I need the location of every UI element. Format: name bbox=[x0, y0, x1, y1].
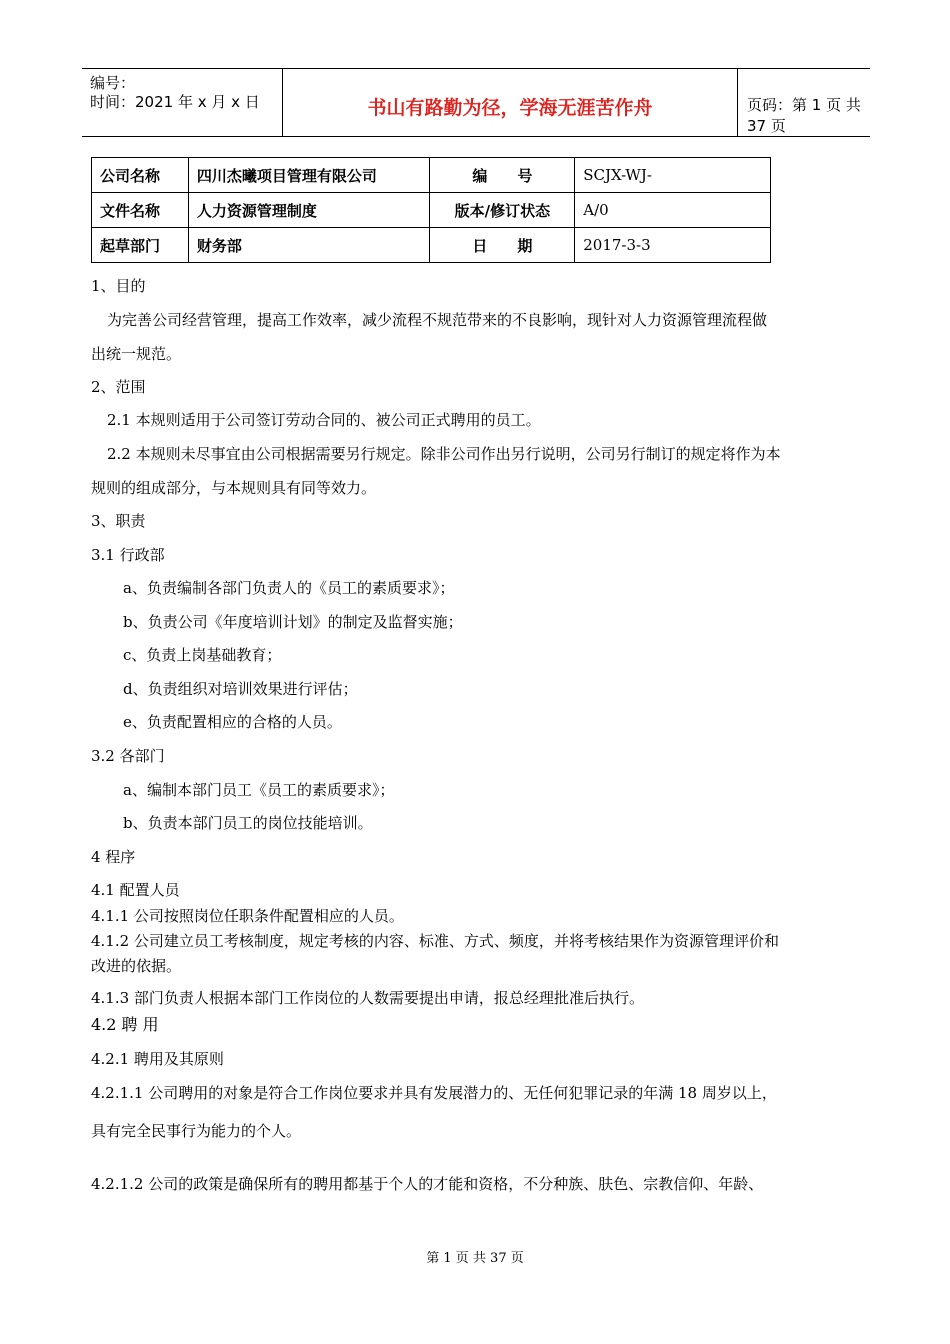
subsection-heading: 4.2.1 聘用及其原则 bbox=[91, 1050, 224, 1068]
draft-dept-value: 财务部 bbox=[188, 228, 430, 263]
section-heading: 1、目的 bbox=[91, 277, 146, 295]
list-item: d、负责组织对培训效果进行评估； bbox=[123, 680, 358, 698]
draft-dept-label: 起草部门 bbox=[92, 228, 189, 263]
header-page-info: 页码：第 1 页 共 37 页 bbox=[747, 96, 861, 135]
date-value: 2017-3-3 bbox=[575, 228, 771, 263]
paragraph-line: 为完善公司经营管理，提高工作效率，减少流程不规范带来的不良影响，现针对人力资源管理流程做 bbox=[107, 311, 768, 329]
subsection-heading: 4.1 配置人员 bbox=[91, 881, 180, 899]
date-label: 日 期 bbox=[430, 228, 575, 263]
list-item: c、负责上岗基础教育； bbox=[123, 646, 282, 664]
header-page-cell bbox=[737, 69, 870, 136]
version-value: A/0 bbox=[575, 193, 771, 228]
paragraph-line: 具有完全民事行为能力的个人。 bbox=[91, 1122, 302, 1140]
paragraph-line: 改进的依据。 bbox=[91, 957, 182, 975]
header-motto: 书山有路勤为径，学海无涯苦作舟 bbox=[367, 97, 653, 119]
doc-number-label: 编 号 bbox=[430, 158, 575, 193]
section-heading: 4 程序 bbox=[91, 848, 136, 866]
table-row bbox=[92, 158, 771, 193]
subsection-heading: 3.2 各部门 bbox=[91, 747, 165, 765]
list-item: a、负责编制各部门负责人的《员工的素质要求》； bbox=[123, 579, 455, 597]
paragraph-line: 规则的组成部分，与本规则具有同等效力。 bbox=[91, 479, 377, 497]
page-footer: 第 1 页 共 37 页 bbox=[426, 1251, 524, 1266]
header-motto-cell bbox=[282, 69, 738, 136]
list-item: b、负责公司《年度培训计划》的制定及监督实施； bbox=[123, 613, 463, 631]
document-header bbox=[82, 68, 870, 137]
paragraph-line: 4.2.1.1 公司聘用的对象是符合工作岗位要求并具有发展潜力的、无任何犯罪记录的年满 18 周岁以上， bbox=[91, 1084, 777, 1102]
version-label: 版本/修订状态 bbox=[430, 193, 575, 228]
paragraph-line: 4.1.3 部门负责人根据本部门工作岗位的人数需要提出申请，报总经理批准后执行。 bbox=[91, 989, 644, 1007]
subsection-heading: 4.2 聘 用 bbox=[91, 1015, 159, 1034]
document-number-label: 编号： bbox=[90, 74, 136, 92]
paragraph-line: 4.1.2 公司建立员工考核制度，规定考核的内容、标准、方式、频度，并将考核结果作为资源管理评价和 bbox=[91, 932, 779, 950]
paragraph-line: 4.2.1.2 公司的政策是确保所有的聘用都基于个人的才能和资格，不分种族、肤色、宗教信仰、年龄、 bbox=[91, 1175, 764, 1193]
file-name-value: 人力资源管理制度 bbox=[188, 193, 430, 228]
paragraph-line: 2.2 本规则未尽事宜由公司根据需要另行规定。除非公司作出另行说明，公司另行制订的规定将作为本 bbox=[107, 445, 781, 463]
file-name-label: 文件名称 bbox=[92, 193, 189, 228]
list-item: e、负责配置相应的合格的人员。 bbox=[123, 713, 342, 731]
table-row bbox=[92, 228, 771, 263]
document-date-label: 时间：2021 年 x 月 x 日 bbox=[90, 93, 260, 111]
header-meta-cell bbox=[82, 69, 282, 136]
document-info-table bbox=[91, 157, 771, 263]
subsection-heading: 3.1 行政部 bbox=[91, 546, 165, 564]
doc-number-value: SCJX-WJ- bbox=[575, 158, 771, 193]
paragraph-line: 出统一规范。 bbox=[91, 345, 182, 363]
list-item: a、编制本部门员工《员工的素质要求》； bbox=[123, 781, 395, 799]
paragraph-line: 4.1.1 公司按照岗位任职条件配置相应的人员。 bbox=[91, 907, 404, 925]
list-item: b、负责本部门员工的岗位技能培训。 bbox=[123, 814, 373, 832]
table-row bbox=[92, 193, 771, 228]
section-heading: 3、职责 bbox=[91, 512, 146, 530]
paragraph-line: 2.1 本规则适用于公司签订劳动合同的、被公司正式聘用的员工。 bbox=[107, 411, 541, 429]
company-name-label: 公司名称 bbox=[92, 158, 189, 193]
company-name-value: 四川杰曦项目管理有限公司 bbox=[188, 158, 430, 193]
section-heading: 2、范围 bbox=[91, 378, 146, 396]
